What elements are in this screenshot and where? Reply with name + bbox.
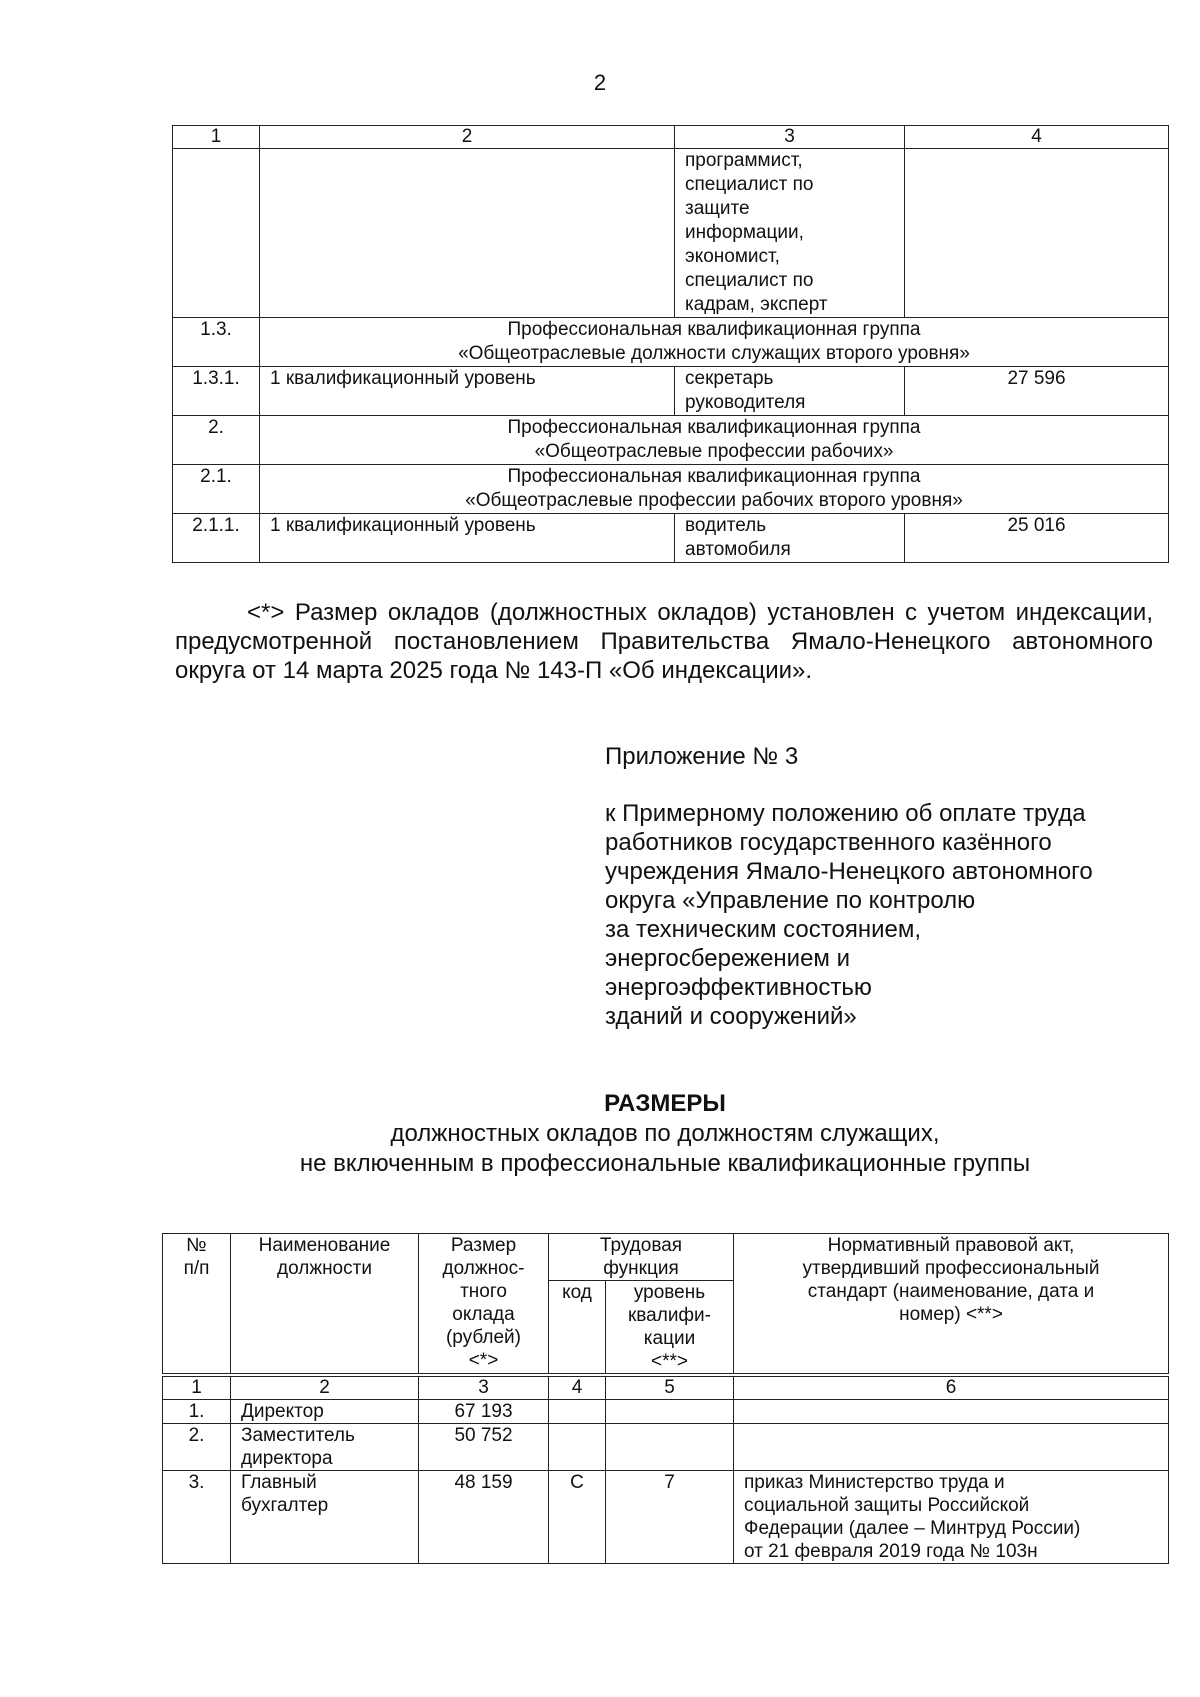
table-row [163,1424,1169,1471]
level-name: 1 квалификационный уровень [260,514,675,563]
header-legal-act: Нормативный правовой акт, утвердивший профессиональный стандарт (наименование, дата и номер) <**> [734,1234,1169,1374]
group-title: Профессиональная квалификационная группа «Общеотраслевые профессии рабочих» [260,416,1169,465]
header-salary: Размер должнос- тного оклада (рублей) <*> [419,1234,549,1374]
table-row [163,1471,1169,1564]
index-cell: 3 [419,1377,549,1400]
position-name: Главный бухгалтер [231,1471,419,1564]
positions-cell: программист, специалист по защите информации, экономист, специалист по кадрам, эксперт [675,149,905,318]
table-row [173,318,1169,367]
index-cell: 6 [734,1377,1169,1400]
index-cell: 1 [163,1377,231,1400]
page-number: 2 [593,70,607,95]
row-number: 2. [173,416,260,465]
row-number: 1.3. [173,318,260,367]
header-cell: 1 [173,126,260,149]
table-row [173,367,1169,416]
appendix-body: к Примерному положению об оплате труда работников государственного казённого учреждения Ямало-Ненецкого автономного округа «Управление по контролю за техническим состоянием, энергосбережением и энергоэффективностью зданий и сооружений» [605,800,1093,1030]
level-name [260,149,675,318]
salary-cell: 25 016 [905,514,1169,563]
row-number: 1.3.1. [173,367,260,416]
index-cell: 2 [231,1377,419,1400]
header-num: № п/п [163,1234,231,1374]
table-row [173,416,1169,465]
section-heading [0,1089,1200,1179]
section-title: РАЗМЕРЫ [604,1090,726,1117]
row-number: 1. [163,1400,231,1424]
row-number: 3. [163,1471,231,1564]
salaries-table [162,1233,1169,1564]
group-title: Профессиональная квалификационная группа «Общеотраслевые должности служащих второго уровня» [260,318,1169,367]
salary-cell: 67 193 [419,1400,549,1424]
table-row [163,1400,1169,1424]
legal-act-cell [734,1424,1169,1471]
positions-cell: секретарь руководителя [675,367,905,416]
table-header-row [163,1234,1169,1281]
row-number: 2.1. [173,465,260,514]
header-cell: 4 [905,126,1169,149]
position-name: Директор [231,1400,419,1424]
row-number: 2. [163,1424,231,1471]
header-cell: 3 [675,126,905,149]
header-code: код [549,1281,606,1374]
index-cell: 5 [606,1377,734,1400]
row-number [173,149,260,318]
qualification-groups-table [172,125,1169,563]
code-cell [549,1400,606,1424]
table-row [173,149,1169,318]
footnote: <*> Размер окладов (должностных окладов) установлен с учетом индексации, предусмотренной постановлением Правительства Ямало-Ненецкого автономного округа от 14 марта 2025 года № 143-П «Об индексации». [175,599,1153,684]
appendix-block [605,742,1165,1031]
header-labor-function: Трудовая функция [549,1234,734,1281]
level-cell [606,1424,734,1471]
table-header-row [173,126,1169,149]
table-row [173,465,1169,514]
code-cell: С [549,1471,606,1564]
column-index-row [163,1377,1169,1400]
salary-cell: 50 752 [419,1424,549,1471]
index-cell: 4 [549,1377,606,1400]
level-cell: 7 [606,1471,734,1564]
level-cell [606,1400,734,1424]
group-title: Профессиональная квалификационная группа «Общеотраслевые профессии рабочих второго уровня» [260,465,1169,514]
legal-act-cell [734,1400,1169,1424]
salary-cell [905,149,1169,318]
legal-act-cell: приказ Министерство труда и социальной защиты Российской Федерации (далее – Минтруд России) от 21 февраля 2019 года № 103н [734,1471,1169,1564]
row-number: 2.1.1. [173,514,260,563]
code-cell [549,1424,606,1471]
header-position: Наименование должности [231,1234,419,1374]
level-name: 1 квалификационный уровень [260,367,675,416]
position-name: Заместитель директора [231,1424,419,1471]
section-subtitle: должностных окладов по должностям служащих, не включенным в профессиональные квалификационные группы [299,1120,1031,1177]
positions-cell: водитель автомобиля [675,514,905,563]
table-row [173,514,1169,563]
header-level: уровень квалифи- кации <**> [606,1281,734,1374]
appendix-title: Приложение № 3 [605,743,799,770]
salary-cell: 48 159 [419,1471,549,1564]
header-cell: 2 [260,126,675,149]
salary-cell: 27 596 [905,367,1169,416]
